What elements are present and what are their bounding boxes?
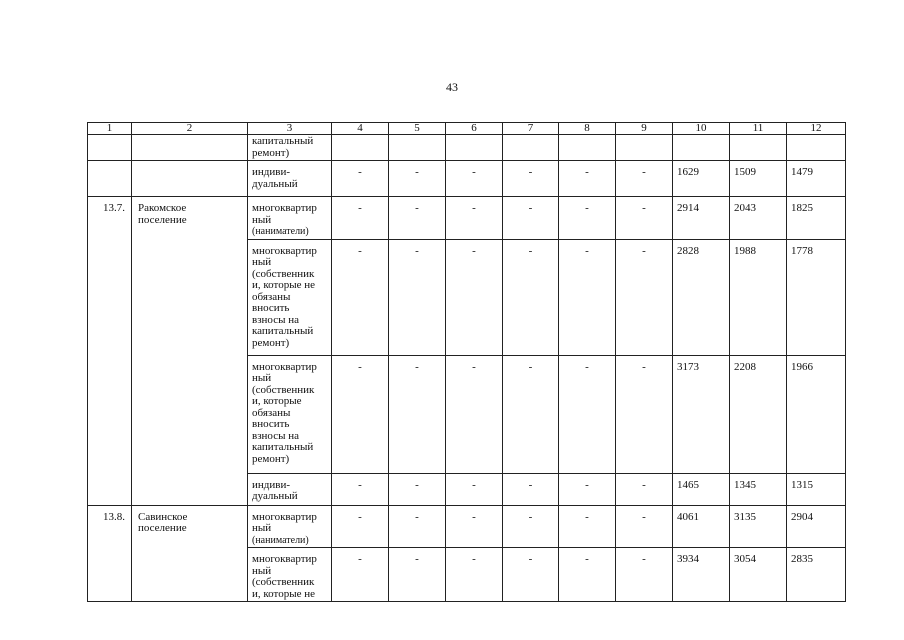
type-text: многоквартир (252, 244, 317, 257)
cell-value: 4061 (673, 505, 730, 548)
cell-dash: - (616, 355, 673, 473)
cell-no (88, 135, 132, 161)
type-text: индиви- (252, 166, 291, 178)
settlement-name (132, 197, 248, 506)
cell-type (248, 135, 332, 161)
cell-name (132, 135, 248, 161)
cell-dash: - (389, 505, 446, 548)
cell-dash: - (389, 197, 446, 240)
tariff-table (87, 122, 846, 602)
table-row (88, 197, 846, 240)
type-text: вносить (252, 302, 290, 314)
cell-dash: - (503, 473, 559, 505)
cell-dash: - (616, 473, 673, 505)
type-text: дуальный (252, 177, 298, 190)
cell-dash: - (446, 197, 503, 240)
cell-dash: - (332, 239, 389, 355)
cell-dash: - (389, 473, 446, 505)
cell-value: 1988 (730, 239, 787, 355)
type-text: ремонт) (252, 452, 290, 465)
cell-type (248, 197, 332, 240)
cell-empty (616, 135, 673, 161)
cell-dash: - (503, 548, 559, 602)
type-text: (наниматели) (252, 534, 309, 546)
type-text: и, которые не (252, 279, 315, 291)
cell-value: 1778 (787, 239, 846, 355)
cell-dash: - (446, 505, 503, 548)
cell-value: 1465 (673, 473, 730, 505)
cell-value: 3934 (673, 548, 730, 602)
cell-value: 2043 (730, 197, 787, 240)
type-text: многоквартир (252, 553, 317, 565)
type-text: ный (252, 213, 272, 226)
cell-dash: - (616, 239, 673, 355)
type-text: (собственник (252, 267, 315, 280)
cell-dash: - (446, 355, 503, 473)
type-text: вносить (252, 418, 290, 430)
name-text: поселение (138, 213, 187, 226)
cell-type (248, 161, 332, 197)
type-text: дуальный (252, 490, 298, 502)
page-number: 43 (446, 80, 458, 94)
type-text: ремонт) (252, 336, 290, 349)
col-header-8: 8 (559, 123, 616, 135)
type-text: ремонт) (252, 146, 290, 159)
cell-dash: - (446, 161, 503, 197)
cell-value: 2828 (673, 239, 730, 355)
section-number: 13.8. (88, 505, 132, 602)
cell-no (88, 161, 132, 197)
col-header-5: 5 (389, 123, 446, 135)
cell-dash: - (389, 548, 446, 602)
cell-value: 2914 (673, 197, 730, 240)
cell-empty (332, 135, 389, 161)
cell-dash: - (389, 355, 446, 473)
col-header-6: 6 (446, 123, 503, 135)
cell-dash: - (332, 473, 389, 505)
cell-dash: - (332, 161, 389, 197)
table-row (88, 161, 846, 197)
cell-value: 1629 (673, 161, 730, 197)
section-number: 13.7. (88, 197, 132, 506)
cell-value: 3054 (730, 548, 787, 602)
cell-dash: - (559, 355, 616, 473)
cell-dash: - (559, 548, 616, 602)
cell-empty (673, 135, 730, 161)
type-text: (наниматели) (252, 226, 309, 237)
type-text: обязаны (252, 406, 291, 419)
table-row (88, 135, 846, 161)
cell-type (248, 505, 332, 548)
cell-empty (559, 135, 616, 161)
cell-dash: - (559, 473, 616, 505)
type-text: ный (252, 256, 272, 268)
type-text: и, которые (252, 395, 302, 407)
col-header-7: 7 (503, 123, 559, 135)
col-header-1: 1 (88, 123, 132, 135)
cell-name (132, 161, 248, 197)
cell-empty (389, 135, 446, 161)
cell-value: 3173 (673, 355, 730, 473)
cell-dash: - (559, 197, 616, 240)
cell-dash: - (503, 239, 559, 355)
cell-value: 1479 (787, 161, 846, 197)
type-text: индиви- (252, 478, 291, 491)
cell-dash: - (332, 197, 389, 240)
type-text: и, которые не (252, 587, 315, 600)
col-header-10: 10 (673, 123, 730, 135)
settlement-name (132, 505, 248, 602)
type-text: многоквартир (252, 360, 317, 373)
col-header-3: 3 (248, 123, 332, 135)
cell-empty (503, 135, 559, 161)
type-text: ный (252, 564, 272, 577)
col-header-11: 11 (730, 123, 787, 135)
cell-type (248, 548, 332, 602)
cell-value: 2208 (730, 355, 787, 473)
cell-dash: - (503, 505, 559, 548)
cell-type (248, 473, 332, 505)
type-text: капитальный (252, 135, 314, 147)
col-header-12: 12 (787, 123, 846, 135)
name-text: поселение (138, 522, 187, 534)
cell-dash: - (389, 161, 446, 197)
cell-dash: - (616, 197, 673, 240)
col-header-2: 2 (132, 123, 248, 135)
cell-dash: - (446, 473, 503, 505)
cell-empty (787, 135, 846, 161)
type-text: (собственник (252, 576, 315, 588)
cell-empty (446, 135, 503, 161)
type-text: взносы на (252, 313, 299, 326)
name-text: Савинское (138, 510, 188, 523)
cell-dash: - (446, 239, 503, 355)
cell-dash: - (332, 355, 389, 473)
type-text: взносы на (252, 429, 299, 442)
cell-dash: - (389, 239, 446, 355)
cell-dash: - (559, 161, 616, 197)
cell-type (248, 355, 332, 473)
type-text: ный (252, 372, 272, 384)
type-text: (собственник (252, 383, 315, 396)
cell-dash: - (559, 505, 616, 548)
type-text: обязаны (252, 290, 291, 303)
cell-value: 3135 (730, 505, 787, 548)
type-text: капитальный (252, 441, 314, 453)
cell-type (248, 239, 332, 355)
column-number-row (88, 123, 846, 135)
cell-dash: - (616, 505, 673, 548)
cell-empty (730, 135, 787, 161)
cell-dash: - (503, 197, 559, 240)
name-text: Ракомское (138, 202, 187, 214)
cell-dash: - (332, 548, 389, 602)
type-text: капитальный (252, 325, 314, 337)
cell-dash: - (616, 161, 673, 197)
cell-value: 2904 (787, 505, 846, 548)
cell-value: 2835 (787, 548, 846, 602)
col-header-4: 4 (332, 123, 389, 135)
cell-value: 1315 (787, 473, 846, 505)
cell-dash: - (503, 355, 559, 473)
cell-value: 1509 (730, 161, 787, 197)
cell-dash: - (503, 161, 559, 197)
cell-value: 1825 (787, 197, 846, 240)
cell-value: 1345 (730, 473, 787, 505)
cell-dash: - (332, 505, 389, 548)
type-text: многоквартир (252, 202, 317, 214)
cell-dash: - (616, 548, 673, 602)
cell-value: 1966 (787, 355, 846, 473)
type-text: ный (252, 522, 272, 534)
cell-dash: - (559, 239, 616, 355)
cell-dash: - (446, 548, 503, 602)
col-header-9: 9 (616, 123, 673, 135)
table-row (88, 505, 846, 548)
type-text: многоквартир (252, 510, 317, 523)
